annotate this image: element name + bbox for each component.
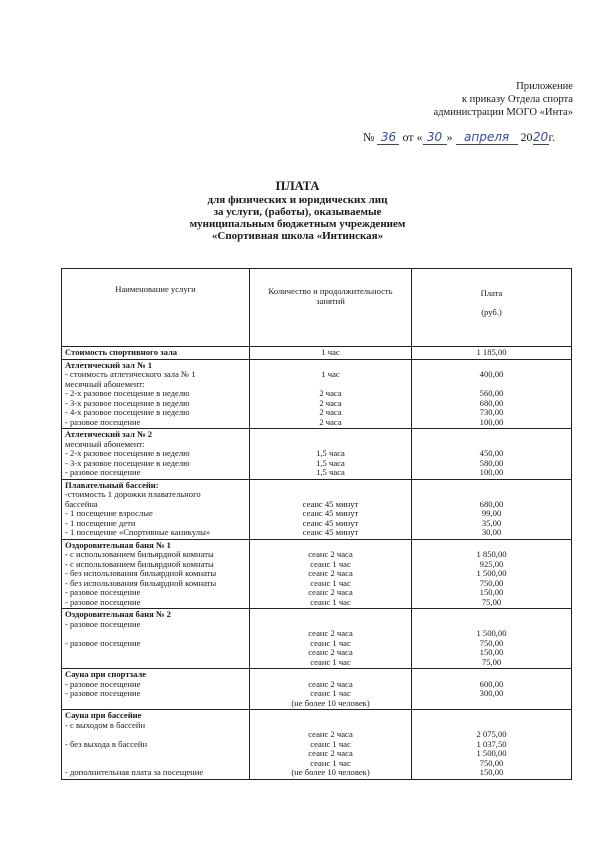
service-item: - разовое посещение [65,618,141,629]
duration-value: сеанс 2 часа [308,748,353,758]
document-title [0,180,595,242]
appendix-line: к приказу Отдела спорта [461,94,573,105]
section-title: Атлетический зал № 1 [65,359,153,370]
table-row [62,669,572,710]
service-cell [62,359,250,429]
service-item [65,658,246,668]
duration-cell [250,429,412,480]
duration-cell [250,479,412,539]
fee-value: 35,00 [481,517,502,528]
table-row [62,609,572,669]
fee-value: 580,00 [479,457,504,468]
duration-cell [250,609,412,669]
service-item: - с выходом в бассейн [65,719,146,730]
appendix-line: Приложение [516,81,573,92]
order-day: 30 [423,130,447,145]
duration-value: сеанс 1 час [310,656,351,667]
service-item: -стоимость 1 дорожки плавательного [65,489,201,499]
service-item: - без использования бильярдной комнаты [65,568,217,578]
table-row [62,347,572,360]
fee-value: 750,00 [479,637,504,648]
duration-cell [250,347,412,360]
service-item: - стоимость атлетического зала № 1 [65,369,196,379]
duration-value: (не более 10 человек) [291,767,370,777]
service-cell [62,347,250,360]
duration-value: 1 час [321,347,340,357]
order-close: » [446,130,453,144]
table-header-row [62,269,572,347]
fee-value: 1 185,00 [476,347,507,357]
fee-value: 150,00 [479,647,504,657]
fee-value: 75,00 [481,656,502,667]
header-service: Наименование услуги [62,269,250,347]
fee-value: 300,00 [479,688,504,698]
appendix-block [433,80,573,119]
duration-cell [250,539,412,609]
fee-cell [412,539,572,609]
section-title: Атлетический зал № 2 [65,429,153,439]
duration-value: 1,5 часа [316,467,345,477]
title-main: ПЛАТА [275,179,320,193]
title-line: «Спортивная школа «Интинская» [211,230,384,242]
header-fee [412,269,572,347]
service-item: - разовое посещение [65,587,141,597]
fee-value: 30,00 [481,527,502,537]
order-month: апреля [456,130,518,145]
fees-table [61,268,572,780]
service-item: - без использования бильярдной комнаты [65,577,217,588]
duration-value: (не более 10 человек) [291,697,370,708]
table-row [62,710,572,780]
service-cell [62,669,250,710]
order-year: 20 [532,130,549,144]
service-item: месячный абонемент: [65,438,145,449]
duration-value: сеанс 1 час [310,738,351,749]
duration-value: сеанс 2 часа [308,628,353,638]
service-item [65,699,246,709]
section-title: Оздоровительная баня № 1 [65,539,171,550]
order-number: 36 [377,130,399,145]
service-cell [62,479,250,539]
duration-value: 2 часа [319,388,342,398]
header-fee-label: Плата [480,288,503,298]
duration-value: 2 часа [319,407,342,417]
header-fee-unit: (руб.) [481,307,502,317]
title-line: за услуги, (работы), оказываемые [213,206,382,218]
duration-value: сеанс 2 часа [308,549,353,559]
service-cell [62,539,250,609]
fee-cell [412,669,572,710]
duration-value: 2 часа [319,397,342,408]
fee-value: 1 850,00 [476,549,507,559]
duration-value: 1 час [321,369,340,379]
duration-value: сеанс 1 час [310,577,351,588]
section-title: Стоимость спортивного зала [65,347,178,357]
service-item: - 2-х разовое посещение в неделю [65,448,190,458]
order-from: от « [402,130,423,144]
header-duration: Количество и продолжительность занятий [250,269,412,347]
duration-value: сеанс 1 час [310,637,351,648]
fee-value: 100,00 [479,416,504,427]
table-body [62,347,572,780]
duration-value: сеанс 1 час [310,757,351,768]
service-item: - дополнительная плата за посещение [65,767,204,777]
duration-value: сеанс 45 минут [302,498,359,509]
title-line: муниципальным бюджетным учреждением [189,218,406,230]
fee-cell [412,609,572,669]
order-year-end: г. [548,130,556,144]
fee-value: 925,00 [479,558,504,569]
service-item: - разовое посещение [65,688,141,698]
service-cell [62,429,250,480]
service-item: - разовое посещение [65,416,141,427]
fee-value [415,699,568,709]
service-item: - 4-х разовое посещение в неделю [65,407,190,417]
service-item: - 2-х разовое посещение в неделю [65,388,190,398]
order-prefix: № [363,130,375,144]
fee-value: 1 037,50 [476,738,507,749]
service-cell [62,710,250,780]
duration-value: сеанс 2 часа [308,568,353,578]
service-item: - 3-х разовое посещение в неделю [65,397,190,408]
duration-value: сеанс 2 часа [308,647,353,657]
table-row [62,429,572,480]
service-item: - разовое посещение [65,637,141,648]
order-year-prefix: 20 [520,130,533,144]
duration-value: сеанс 1 час [310,558,351,569]
section-title: Оздоровительная баня № 2 [65,609,171,619]
order-number-line [363,130,555,145]
duration-value: 1,5 часа [316,457,345,468]
duration-cell [250,359,412,429]
table-row [62,359,572,429]
duration-value: сеанс 45 минут [302,508,359,518]
service-item: - 3-х разовое посещение в неделю [65,457,190,468]
duration-value: сеанс 2 часа [308,729,353,739]
fee-value: 680,00 [479,498,504,509]
table-row [62,479,572,539]
title-line: для физических и юридических лиц [207,194,388,206]
duration-value: сеанс 1 час [310,596,351,607]
fee-cell [412,359,572,429]
duration-value: сеанс 45 минут [302,517,359,528]
fee-value: 400,00 [479,369,504,379]
duration-value: сеанс 2 часа [308,587,353,597]
section-title: Сауна при бассейне [65,710,142,720]
service-cell [62,609,250,669]
service-item: - 1 посещение «Спортивные каникулы» [65,527,211,537]
service-item: - 1 посещение взрослые [65,508,153,518]
service-item: бассейна [65,498,98,509]
service-item: - без выхода в бассейн [65,738,148,749]
appendix-line: администрации МОГО «Инта» [433,107,573,118]
fee-value: 680,00 [479,397,504,408]
service-item: - разовое посещение [65,467,141,477]
duration-value: 2 часа [319,416,342,427]
section-title: Сауна при спортзале [65,669,147,679]
fee-value: 100,00 [479,467,504,477]
service-item: - с использованием бильярдной комнаты [65,549,214,559]
duration-cell [250,669,412,710]
service-item: месячный абонемент: [65,378,145,389]
fee-value: 150,00 [479,587,504,597]
fee-value: 1 500,00 [476,568,507,578]
fee-cell [412,710,572,780]
duration-cell [250,710,412,780]
service-item [65,648,246,658]
service-item: - разовое посещение [65,678,141,689]
section-title: Плавательный бассейн: [65,479,159,490]
fee-value: 730,00 [479,407,504,417]
service-item [65,749,246,759]
fee-value: 750,00 [479,757,504,768]
fee-value: 1 500,00 [476,628,507,638]
fee-cell [412,429,572,480]
fee-value: 1 500,00 [476,748,507,758]
fee-value: 750,00 [479,577,504,588]
fee-cell [412,479,572,539]
table-row [62,539,572,609]
duration-value: сеанс 2 часа [308,678,353,689]
fee-value: 600,00 [479,678,504,689]
service-item: - с использованием бильярдной комнаты [65,558,214,569]
duration-value: сеанс 1 час [310,688,351,698]
duration-value: сеанс 45 минут [302,527,359,537]
fee-value: 560,00 [479,388,504,398]
duration-value: 1,5 часа [316,448,345,458]
fee-value: 75,00 [481,596,502,607]
service-item: - 1 посещение дети [65,517,136,528]
service-item: - разовое посещение [65,596,141,607]
fee-value: 150,00 [479,767,504,777]
fee-value: 450,00 [479,448,504,458]
fee-value: 99,00 [481,508,502,518]
fee-value: 2 075,00 [476,729,507,739]
fee-cell [412,347,572,360]
